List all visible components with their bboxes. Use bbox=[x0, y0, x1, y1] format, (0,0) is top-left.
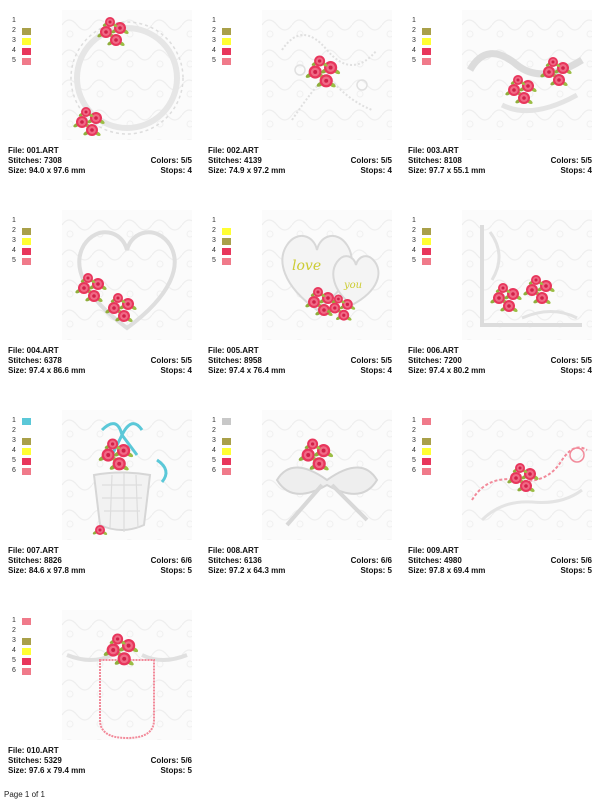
stitch-count: Stitches: 6136 bbox=[208, 556, 262, 565]
color-swatch-row bbox=[12, 436, 32, 446]
swatch-number: 1 bbox=[412, 217, 416, 224]
swatch-number: 5 bbox=[212, 457, 216, 464]
swatch-color bbox=[222, 428, 231, 435]
swatch-number: 1 bbox=[212, 17, 216, 24]
color-swatch-row bbox=[12, 226, 32, 236]
color-swatch-row bbox=[12, 246, 32, 256]
design-card bbox=[202, 0, 392, 190]
you-text: you bbox=[344, 280, 363, 291]
file-name: File: 004.ART bbox=[8, 346, 59, 355]
colors-count: Colors: 5/5 bbox=[550, 156, 592, 165]
love-text: love bbox=[292, 258, 322, 274]
swatch-number: 3 bbox=[12, 37, 16, 44]
swatch-color bbox=[22, 58, 31, 65]
color-swatch-row bbox=[212, 16, 232, 26]
color-swatch-row bbox=[12, 426, 32, 436]
info-row bbox=[208, 556, 392, 566]
swatch-color bbox=[422, 218, 431, 225]
color-swatch-list bbox=[12, 216, 32, 266]
info-row bbox=[208, 146, 392, 156]
colors-count: Colors: 5/6 bbox=[550, 556, 592, 565]
stitch-count: Stitches: 5329 bbox=[8, 756, 62, 765]
stops-count: Stops: 4 bbox=[560, 366, 592, 375]
swatch-color bbox=[222, 18, 231, 25]
swatch-color bbox=[422, 258, 431, 265]
swatch-number: 3 bbox=[212, 37, 216, 44]
swatch-color bbox=[22, 258, 31, 265]
swatch-color bbox=[22, 628, 31, 635]
color-swatch-row bbox=[12, 666, 32, 676]
swatch-color bbox=[422, 238, 431, 245]
swatch-color bbox=[22, 238, 31, 245]
swatch-number: 2 bbox=[412, 427, 416, 434]
color-swatch-row bbox=[12, 616, 32, 626]
swatch-number: 1 bbox=[12, 17, 16, 24]
swatch-number: 2 bbox=[212, 227, 216, 234]
color-swatch-list bbox=[212, 16, 232, 66]
swatch-number: 6 bbox=[12, 467, 16, 474]
design-info bbox=[8, 546, 192, 576]
swatch-number: 5 bbox=[412, 257, 416, 264]
info-row bbox=[8, 566, 192, 576]
design-size: Size: 84.6 x 97.8 mm bbox=[8, 566, 86, 575]
stitch-count: Stitches: 8826 bbox=[8, 556, 62, 565]
design-card bbox=[2, 200, 192, 390]
design-thumbnail bbox=[462, 410, 592, 540]
swatch-color bbox=[22, 48, 31, 55]
swatch-number: 2 bbox=[12, 427, 16, 434]
info-row bbox=[8, 146, 192, 156]
color-swatch-row bbox=[212, 256, 232, 266]
stops-count: Stops: 4 bbox=[560, 166, 592, 175]
swatch-number: 5 bbox=[12, 57, 16, 64]
color-swatch-row bbox=[12, 256, 32, 266]
info-row bbox=[8, 746, 192, 756]
design-thumbnail bbox=[462, 10, 592, 140]
design-info bbox=[408, 546, 592, 576]
swatch-number: 4 bbox=[12, 247, 16, 254]
swatch-color bbox=[22, 448, 31, 455]
design-size: Size: 97.4 x 86.6 mm bbox=[8, 366, 86, 375]
swatch-color bbox=[222, 258, 231, 265]
swatch-color bbox=[22, 668, 31, 675]
design-info bbox=[208, 546, 392, 576]
swatch-color bbox=[222, 418, 231, 425]
color-swatch-row bbox=[212, 416, 232, 426]
color-swatch-row bbox=[412, 26, 432, 36]
stops-count: Stops: 5 bbox=[560, 566, 592, 575]
colors-count: Colors: 6/6 bbox=[150, 556, 192, 565]
stops-count: Stops: 5 bbox=[160, 566, 192, 575]
color-swatch-row bbox=[12, 56, 32, 66]
color-swatch-row bbox=[12, 236, 32, 246]
info-row bbox=[208, 566, 392, 576]
swatch-color bbox=[22, 38, 31, 45]
swatch-color bbox=[22, 618, 31, 625]
file-name: File: 009.ART bbox=[408, 546, 459, 555]
info-row bbox=[208, 356, 392, 366]
swatch-color bbox=[222, 458, 231, 465]
info-row bbox=[8, 156, 192, 166]
color-swatch-row bbox=[12, 416, 32, 426]
info-row bbox=[408, 166, 592, 176]
swatch-color bbox=[422, 58, 431, 65]
swatch-color bbox=[22, 428, 31, 435]
swatch-color bbox=[22, 18, 31, 25]
swatch-color bbox=[22, 458, 31, 465]
swatch-color bbox=[422, 38, 431, 45]
info-row bbox=[408, 346, 592, 356]
swatch-color bbox=[422, 458, 431, 465]
swatch-number: 3 bbox=[412, 437, 416, 444]
swatch-color bbox=[222, 28, 231, 35]
color-swatch-list bbox=[412, 16, 432, 66]
color-swatch-row bbox=[412, 446, 432, 456]
info-row bbox=[8, 166, 192, 176]
info-row bbox=[8, 766, 192, 776]
info-row bbox=[408, 156, 592, 166]
swatch-number: 2 bbox=[12, 627, 16, 634]
color-swatch-row bbox=[212, 56, 232, 66]
swatch-number: 3 bbox=[12, 437, 16, 444]
color-swatch-row bbox=[212, 446, 232, 456]
color-swatch-row bbox=[12, 446, 32, 456]
swatch-color bbox=[222, 248, 231, 255]
info-row bbox=[208, 366, 392, 376]
info-row bbox=[8, 356, 192, 366]
color-swatch-row bbox=[12, 626, 32, 636]
swatch-number: 4 bbox=[212, 447, 216, 454]
color-swatch-row bbox=[12, 466, 32, 476]
design-info bbox=[208, 346, 392, 376]
swatch-color bbox=[22, 248, 31, 255]
swatch-number: 5 bbox=[412, 57, 416, 64]
file-name: File: 008.ART bbox=[208, 546, 259, 555]
swatch-number: 4 bbox=[212, 47, 216, 54]
design-size: Size: 97.7 x 55.1 mm bbox=[408, 166, 486, 175]
design-thumbnail bbox=[62, 210, 192, 340]
swatch-number: 6 bbox=[12, 667, 16, 674]
stops-count: Stops: 5 bbox=[160, 766, 192, 775]
swatch-number: 2 bbox=[12, 227, 16, 234]
swatch-number: 1 bbox=[12, 617, 16, 624]
swatch-number: 1 bbox=[12, 217, 16, 224]
design-card bbox=[402, 200, 592, 390]
design-card bbox=[402, 0, 592, 190]
design-size: Size: 97.8 x 69.4 mm bbox=[408, 566, 486, 575]
colors-count: Colors: 5/5 bbox=[350, 156, 392, 165]
swatch-number: 5 bbox=[12, 457, 16, 464]
color-swatch-row bbox=[412, 426, 432, 436]
color-swatch-row bbox=[412, 36, 432, 46]
swatch-color bbox=[422, 448, 431, 455]
swatch-number: 3 bbox=[212, 437, 216, 444]
swatch-color bbox=[422, 438, 431, 445]
info-row bbox=[8, 366, 192, 376]
color-swatch-row bbox=[212, 426, 232, 436]
swatch-number: 4 bbox=[212, 247, 216, 254]
swatch-number: 5 bbox=[412, 457, 416, 464]
file-name: File: 002.ART bbox=[208, 146, 259, 155]
color-swatch-row bbox=[12, 646, 32, 656]
swatch-number: 3 bbox=[12, 237, 16, 244]
design-card bbox=[202, 200, 392, 390]
color-swatch-row bbox=[212, 436, 232, 446]
color-swatch-list bbox=[212, 416, 232, 476]
design-card bbox=[402, 400, 592, 590]
swatch-number: 1 bbox=[212, 217, 216, 224]
info-row bbox=[8, 756, 192, 766]
swatch-color bbox=[222, 448, 231, 455]
color-swatch-row bbox=[412, 16, 432, 26]
swatch-number: 5 bbox=[212, 57, 216, 64]
color-swatch-row bbox=[412, 456, 432, 466]
color-swatch-row bbox=[412, 256, 432, 266]
colors-count: Colors: 5/5 bbox=[150, 356, 192, 365]
stitch-count: Stitches: 4139 bbox=[208, 156, 262, 165]
file-name: File: 005.ART bbox=[208, 346, 259, 355]
swatch-number: 2 bbox=[212, 27, 216, 34]
file-name: File: 001.ART bbox=[8, 146, 59, 155]
swatch-number: 2 bbox=[212, 427, 216, 434]
swatch-number: 1 bbox=[212, 417, 216, 424]
swatch-color bbox=[22, 418, 31, 425]
stops-count: Stops: 4 bbox=[160, 366, 192, 375]
info-row bbox=[208, 156, 392, 166]
color-swatch-row bbox=[12, 16, 32, 26]
colors-count: Colors: 5/6 bbox=[150, 756, 192, 765]
info-row bbox=[408, 556, 592, 566]
stitch-count: Stitches: 4980 bbox=[408, 556, 462, 565]
design-info bbox=[408, 146, 592, 176]
swatch-number: 6 bbox=[212, 467, 216, 474]
swatch-number: 4 bbox=[412, 247, 416, 254]
swatch-color bbox=[22, 648, 31, 655]
swatch-number: 5 bbox=[212, 257, 216, 264]
swatch-number: 4 bbox=[412, 447, 416, 454]
swatch-number: 3 bbox=[412, 237, 416, 244]
swatch-color bbox=[422, 418, 431, 425]
info-row bbox=[408, 356, 592, 366]
design-size: Size: 97.4 x 76.4 mm bbox=[208, 366, 286, 375]
color-swatch-row bbox=[412, 226, 432, 236]
color-swatch-row bbox=[212, 236, 232, 246]
swatch-number: 1 bbox=[412, 17, 416, 24]
color-swatch-row bbox=[12, 46, 32, 56]
swatch-number: 5 bbox=[12, 257, 16, 264]
swatch-number: 4 bbox=[12, 47, 16, 54]
colors-count: Colors: 5/5 bbox=[550, 356, 592, 365]
color-swatch-row bbox=[412, 416, 432, 426]
design-card bbox=[202, 400, 392, 590]
swatch-number: 2 bbox=[412, 227, 416, 234]
color-swatch-row bbox=[12, 36, 32, 46]
stops-count: Stops: 4 bbox=[360, 166, 392, 175]
design-size: Size: 94.0 x 97.6 mm bbox=[8, 166, 86, 175]
file-name: File: 003.ART bbox=[408, 146, 459, 155]
info-row bbox=[208, 166, 392, 176]
color-swatch-row bbox=[412, 216, 432, 226]
swatch-color bbox=[422, 248, 431, 255]
swatch-color bbox=[22, 638, 31, 645]
swatch-color bbox=[222, 238, 231, 245]
info-row bbox=[408, 146, 592, 156]
color-swatch-row bbox=[212, 456, 232, 466]
stitch-count: Stitches: 8108 bbox=[408, 156, 462, 165]
color-swatch-row bbox=[412, 46, 432, 56]
info-row bbox=[8, 346, 192, 356]
swatch-color bbox=[22, 658, 31, 665]
design-card bbox=[2, 600, 192, 790]
color-swatch-row bbox=[212, 36, 232, 46]
info-row bbox=[408, 566, 592, 576]
design-size: Size: 74.9 x 97.2 mm bbox=[208, 166, 286, 175]
stitch-count: Stitches: 7308 bbox=[8, 156, 62, 165]
color-swatch-row bbox=[212, 46, 232, 56]
color-swatch-row bbox=[12, 26, 32, 36]
color-swatch-row bbox=[12, 216, 32, 226]
info-row bbox=[208, 346, 392, 356]
info-row bbox=[408, 546, 592, 556]
design-card bbox=[2, 0, 192, 190]
file-name: File: 007.ART bbox=[8, 546, 59, 555]
stitch-count: Stitches: 6378 bbox=[8, 356, 62, 365]
stops-count: Stops: 4 bbox=[160, 166, 192, 175]
design-thumbnail bbox=[262, 210, 392, 340]
stops-count: Stops: 5 bbox=[360, 566, 392, 575]
color-swatch-row bbox=[212, 216, 232, 226]
color-swatch-row bbox=[212, 26, 232, 36]
stitch-count: Stitches: 8958 bbox=[208, 356, 262, 365]
info-row bbox=[208, 546, 392, 556]
file-name: File: 010.ART bbox=[8, 746, 59, 755]
swatch-color bbox=[222, 468, 231, 475]
color-swatch-row bbox=[412, 56, 432, 66]
swatch-number: 4 bbox=[12, 447, 16, 454]
design-info bbox=[8, 146, 192, 176]
colors-count: Colors: 5/5 bbox=[350, 356, 392, 365]
swatch-color bbox=[422, 468, 431, 475]
swatch-color bbox=[422, 228, 431, 235]
color-swatch-row bbox=[12, 456, 32, 466]
info-row bbox=[408, 366, 592, 376]
color-swatch-row bbox=[412, 466, 432, 476]
swatch-color bbox=[222, 228, 231, 235]
color-swatch-row bbox=[412, 246, 432, 256]
design-thumbnail bbox=[262, 410, 392, 540]
swatch-color bbox=[22, 468, 31, 475]
swatch-number: 3 bbox=[212, 237, 216, 244]
color-swatch-list bbox=[212, 216, 232, 266]
page-footer: Page 1 of 1 bbox=[4, 790, 45, 799]
info-row bbox=[8, 546, 192, 556]
colors-count: Colors: 6/6 bbox=[350, 556, 392, 565]
color-swatch-row bbox=[412, 436, 432, 446]
swatch-color bbox=[422, 428, 431, 435]
swatch-color bbox=[222, 58, 231, 65]
design-size: Size: 97.6 x 79.4 mm bbox=[8, 766, 86, 775]
design-thumbnail bbox=[62, 610, 192, 740]
swatch-number: 1 bbox=[12, 417, 16, 424]
color-swatch-row bbox=[212, 226, 232, 236]
file-name: File: 006.ART bbox=[408, 346, 459, 355]
swatch-number: 1 bbox=[412, 417, 416, 424]
swatch-color bbox=[22, 28, 31, 35]
swatch-color bbox=[22, 228, 31, 235]
color-swatch-list bbox=[12, 616, 32, 676]
color-swatch-list bbox=[412, 416, 432, 476]
swatch-number: 3 bbox=[412, 37, 416, 44]
color-swatch-list bbox=[412, 216, 432, 266]
color-swatch-row bbox=[412, 236, 432, 246]
design-info bbox=[8, 746, 192, 776]
stitch-count: Stitches: 7200 bbox=[408, 356, 462, 365]
design-info bbox=[408, 346, 592, 376]
swatch-color bbox=[422, 18, 431, 25]
swatch-color bbox=[422, 48, 431, 55]
design-size: Size: 97.4 x 80.2 mm bbox=[408, 366, 486, 375]
swatch-number: 4 bbox=[12, 647, 16, 654]
design-size: Size: 97.2 x 64.3 mm bbox=[208, 566, 286, 575]
swatch-color bbox=[22, 218, 31, 225]
design-info bbox=[8, 346, 192, 376]
swatch-color bbox=[222, 48, 231, 55]
design-info bbox=[208, 146, 392, 176]
design-thumbnail bbox=[62, 10, 192, 140]
swatch-number: 2 bbox=[412, 27, 416, 34]
info-row bbox=[8, 556, 192, 566]
swatch-color bbox=[422, 28, 431, 35]
swatch-number: 3 bbox=[12, 637, 16, 644]
color-swatch-list bbox=[12, 416, 32, 476]
swatch-color bbox=[22, 438, 31, 445]
swatch-number: 6 bbox=[412, 467, 416, 474]
swatch-color bbox=[222, 218, 231, 225]
swatch-number: 4 bbox=[412, 47, 416, 54]
colors-count: Colors: 5/5 bbox=[150, 156, 192, 165]
color-swatch-row bbox=[212, 246, 232, 256]
swatch-color bbox=[222, 38, 231, 45]
swatch-number: 2 bbox=[12, 27, 16, 34]
design-thumbnail bbox=[462, 210, 592, 340]
design-thumbnail bbox=[62, 410, 192, 540]
stops-count: Stops: 4 bbox=[360, 366, 392, 375]
color-swatch-row bbox=[12, 656, 32, 666]
swatch-number: 5 bbox=[12, 657, 16, 664]
color-swatch-list bbox=[12, 16, 32, 66]
color-swatch-row bbox=[212, 466, 232, 476]
swatch-color bbox=[222, 438, 231, 445]
color-swatch-row bbox=[12, 636, 32, 646]
design-card bbox=[2, 400, 192, 590]
design-thumbnail bbox=[262, 10, 392, 140]
